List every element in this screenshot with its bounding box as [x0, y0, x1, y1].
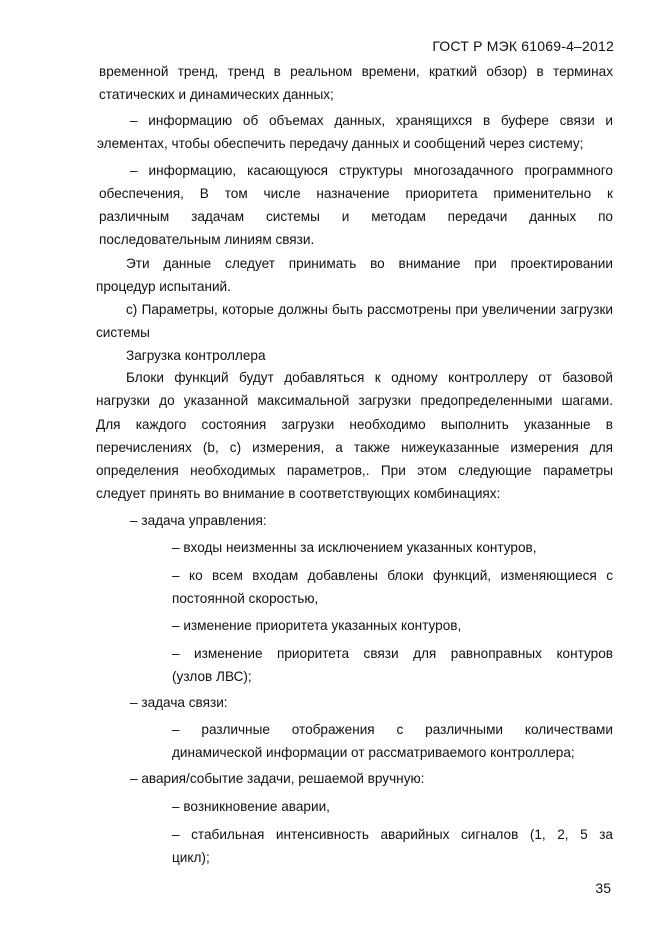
text-line: следует принять во внимание в соответствующих комбинациях: — [96, 486, 501, 501]
text-line: Для каждого состояния загрузки необходимо выполнить указанные в — [96, 417, 613, 432]
text-line: статических и динамических данных; — [99, 87, 334, 102]
document-header: ГОСТ Р МЭК 61069-4–2012 — [432, 38, 614, 54]
list-item: – информацию, касающуюся структуры многозадачного программного — [130, 163, 613, 178]
list-item-level1: – авария/событие задачи, решаемой вручную: — [130, 771, 425, 786]
text-line: системы — [96, 325, 150, 340]
list-item-level1: – задача связи: — [130, 695, 228, 710]
list-item-level2: – входы неизменны за исключением указанных контуров, — [172, 540, 537, 555]
text-line: нагрузки до указанной максимальной загрузки предопределенными шагами. — [96, 393, 613, 408]
text-line: (узлов ЛВС); — [172, 669, 252, 684]
list-item-level2: – возникновение аварии, — [172, 799, 330, 814]
text-line: элементах, чтобы обеспечить передачу данных и сообщений через систему; — [97, 136, 584, 151]
text-line: цикл); — [172, 850, 210, 865]
text-line: определения необходимых параметров,. При этом следующие параметры — [96, 463, 613, 478]
list-item-level1: – задача управления: — [130, 513, 267, 528]
list-item-level2: – изменение приоритета указанных контуров, — [172, 618, 462, 633]
list-item: – информацию об объемах данных, хранящихся в буфере связи и — [130, 113, 613, 128]
subsection-heading: Загрузка контроллера — [126, 348, 266, 363]
page-number: 35 — [595, 880, 611, 896]
text-line: перечислениях (b, c) измерения, а также нижеуказанные измерения для — [96, 440, 613, 455]
list-item-level2: – ко всем входам добавлены блоки функций, изменяющиеся с — [172, 568, 613, 583]
list-item-level2: – стабильная интенсивность аварийных сигналов (1, 2, 5 за — [172, 827, 613, 842]
text-line: процедур испытаний. — [96, 279, 231, 294]
text-line: постоянной скоростью, — [172, 591, 319, 606]
list-item-level2: – изменение приоритета связи для равноправных контуров — [172, 646, 613, 661]
paragraph-start: Эти данные следует принимать во внимание при проектировании — [126, 256, 613, 271]
section-item-c: c) Параметры, которые должны быть рассмотрены при увеличении загрузки — [126, 302, 613, 317]
text-line: различным задачам системы и методам передачи данных по — [99, 209, 613, 224]
list-item-level2: – различные отображения с различными количествами — [172, 722, 613, 737]
text-line: обеспечения, В том числе назначение приоритета применительно к — [99, 186, 613, 201]
text-line: динамической информации от рассматриваемого контроллера; — [172, 745, 575, 760]
text-line: временной тренд, тренд в реальном времени, краткий обзор) в терминах — [99, 64, 613, 79]
text-line: последовательным линиям связи. — [99, 232, 315, 247]
paragraph-start: Блоки функций будут добавляться к одному контроллеру от базовой — [126, 370, 613, 385]
